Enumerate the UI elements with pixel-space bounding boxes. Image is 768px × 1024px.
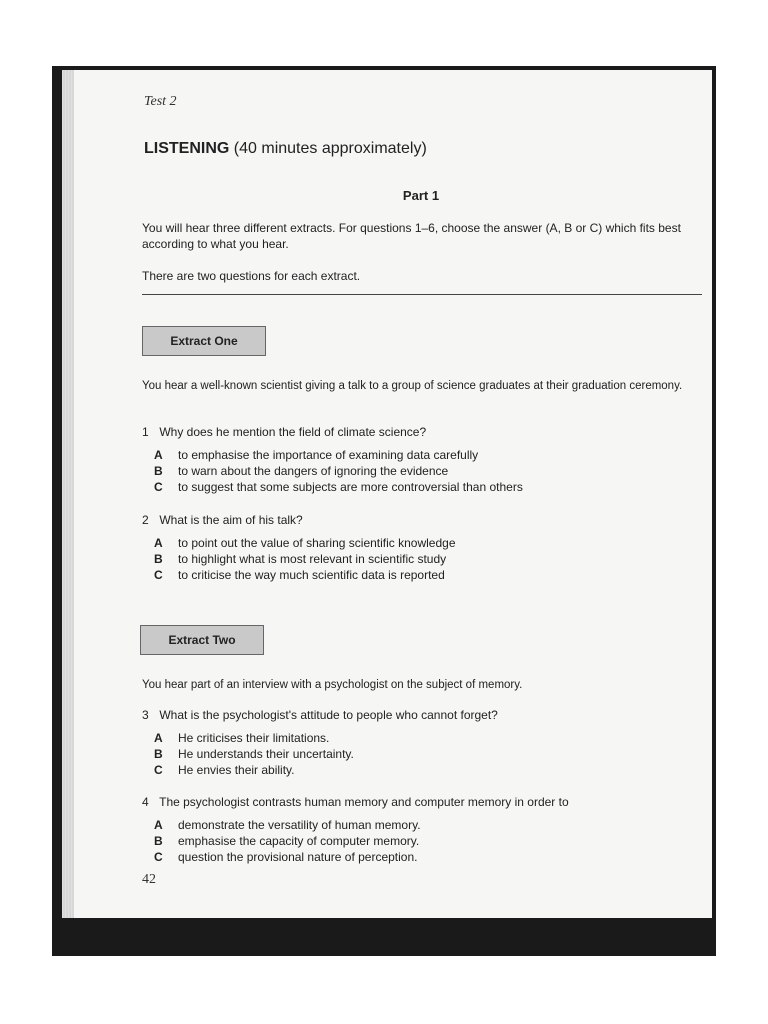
- option-letter: C: [154, 568, 163, 582]
- option-a: [154, 730, 707, 746]
- option-letter: A: [154, 448, 163, 462]
- extract-one-context: You hear a well-known scientist giving a talk to a group of science graduates at their graduation ceremony.: [142, 380, 683, 392]
- question-stem: [142, 708, 707, 722]
- question-text: The psychologist contrasts human memory and computer memory in order to: [159, 795, 569, 809]
- extract-two-context: You hear part of an interview with a psychologist on the subject of memory.: [142, 679, 523, 691]
- option-a: [154, 535, 707, 551]
- option-b: [154, 551, 707, 567]
- section-title-bold: LISTENING: [144, 140, 230, 157]
- divider-rule: [142, 294, 702, 295]
- option-a: [154, 817, 707, 833]
- question-1: [142, 425, 707, 495]
- section-title: [144, 140, 427, 158]
- question-stem: [142, 425, 707, 439]
- option-a: [154, 447, 707, 463]
- option-letter: A: [154, 731, 163, 745]
- option-letter: A: [154, 536, 163, 550]
- question-text: What is the psychologist's attitude to people who cannot forget?: [159, 708, 498, 722]
- instructions-note: There are two questions for each extract.: [142, 269, 361, 283]
- option-c: [154, 849, 707, 865]
- question-text: Why does he mention the field of climate science?: [159, 425, 427, 439]
- option-b: [154, 833, 707, 849]
- option-text: demonstrate the versatility of human memory.: [178, 818, 421, 832]
- option-text: to suggest that some subjects are more controversial than others: [178, 480, 523, 494]
- option-letter: C: [154, 480, 163, 494]
- option-text: emphasise the capacity of computer memory.: [178, 834, 420, 848]
- question-number: 2: [142, 513, 149, 527]
- option-letter: A: [154, 818, 163, 832]
- option-text: to point out the value of sharing scientific knowledge: [178, 536, 456, 550]
- question-2: [142, 513, 707, 583]
- instructions: [142, 220, 707, 300]
- page-number: 42: [142, 872, 156, 887]
- option-text: to emphasise the importance of examining data carefully: [178, 448, 479, 462]
- extract-two-label: Extract Two: [140, 625, 264, 655]
- option-b: [154, 463, 707, 479]
- question-stem: [142, 513, 707, 527]
- extract-one-label: Extract One: [142, 326, 266, 356]
- question-3: [142, 708, 707, 778]
- option-text: He understands their uncertainty.: [178, 747, 354, 761]
- part-title: Part 1: [402, 188, 440, 203]
- option-text: He criticises their limitations.: [178, 731, 330, 745]
- instructions-main: You will hear three different extracts. For questions 1–6, choose the answer (A, B or C) which fits best according to what you hear.: [142, 221, 681, 251]
- option-letter: B: [154, 834, 163, 848]
- option-c: [154, 762, 707, 778]
- option-letter: B: [154, 464, 163, 478]
- option-text: to highlight what is most relevant in scientific study: [178, 552, 447, 566]
- option-letter: B: [154, 552, 163, 566]
- option-letter: C: [154, 850, 163, 864]
- question-stem: [142, 795, 707, 809]
- book-page: [62, 70, 712, 918]
- question-number: 4: [142, 795, 149, 809]
- question-number: 1: [142, 425, 149, 439]
- option-c: [154, 479, 707, 495]
- question-4: [142, 795, 707, 865]
- section-title-duration: (40 minutes approximately): [233, 140, 427, 157]
- option-letter: C: [154, 763, 163, 777]
- option-text: He envies their ability.: [178, 763, 295, 777]
- question-number: 3: [142, 708, 149, 722]
- option-c: [154, 567, 707, 583]
- option-letter: B: [154, 747, 163, 761]
- option-text: to criticise the way much scientific data is reported: [178, 568, 445, 582]
- running-head: Test 2: [144, 94, 177, 109]
- option-text: to warn about the dangers of ignoring the evidence: [178, 464, 449, 478]
- question-text: What is the aim of his talk?: [159, 513, 303, 527]
- option-text: question the provisional nature of perception.: [178, 850, 418, 864]
- option-b: [154, 746, 707, 762]
